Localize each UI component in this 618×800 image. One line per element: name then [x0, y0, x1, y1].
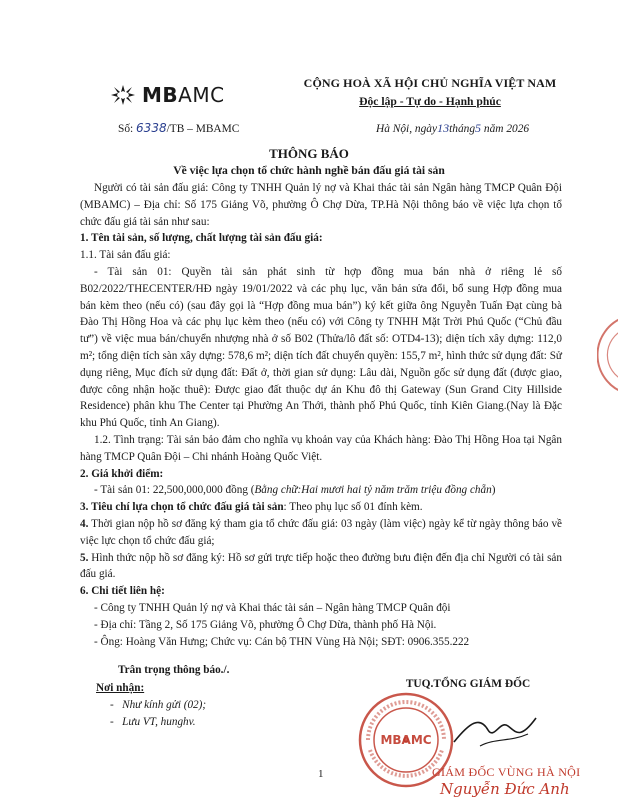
document-subtitle: Về việc lựa chọn tổ chức hành nghề bán đấu giá tài sản	[173, 164, 445, 177]
section-1-2: 1.2. Tình trạng: Tài sản bảo đảm cho nghĩa vụ khoản vay của Khách hàng: Đào Thị Hồng Hoa tại Ngân hàng TMCP Quân Đội – Chi nhánh Hoàng Quốc Việt.	[80, 433, 562, 463]
date-month-label: tháng	[449, 123, 476, 135]
recipients-block	[96, 680, 206, 730]
price-prefix: - Tài sản 01: 22,500,000,000 đồng (	[94, 484, 255, 497]
section-4	[80, 516, 562, 550]
logo-text-light: AMC	[178, 83, 225, 107]
number-handwritten: 6338	[136, 121, 167, 135]
recipient-item: - Như kính gửi (02);	[110, 698, 207, 711]
section-1-1: 1.1. Tài sản đấu giá:	[80, 249, 171, 262]
section-4-text: Thời gian nộp hồ sơ đăng ký tham gia tổ chức đấu giá: 03 ngày (làm việc) ngày kể từ ngày thông báo về việc lực chọn tổ chức đấu giá;	[80, 517, 562, 547]
number-prefix: Số:	[118, 123, 137, 135]
recipient-text: Như kính gửi (02);	[122, 698, 207, 711]
national-slogan: Độc lập - Tự do - Hạnh phúc	[359, 95, 501, 108]
seal-text: MBAMC	[380, 733, 432, 747]
intro-paragraph: Người có tài sản đấu giá: Công ty TNHH Quản lý nợ và Khai thác tài sản Ngân hàng TMCP Quân Đội (MBAMC) – Địa chỉ: Số 175 Giảng Võ, phường Ô Chợ Dừa, TP.Hà Nội thông báo về việc lựa chọn tổ chức đấu giá tài sản như sau:	[80, 182, 562, 228]
edge-seal-icon	[597, 315, 618, 395]
date-place: Hà Nội, ngày	[376, 123, 438, 135]
signer-title: TUQ.TỔNG GIÁM ĐỐC	[405, 678, 531, 690]
section-6-heading: 6. Chi tiết liên hệ:	[80, 585, 165, 598]
contact-line: - Ông: Hoàng Văn Hưng; Chức vụ: Cán bộ THN Vùng Hà Nội; SĐT: 0906.355.222	[94, 635, 470, 648]
document-body	[80, 180, 562, 650]
recipient-item: - Lưu VT, hunghv.	[110, 715, 196, 728]
section-5	[80, 550, 562, 584]
mbamc-logo	[108, 80, 225, 110]
document-header	[0, 74, 618, 114]
document-title: THÔNG BÁO	[269, 146, 349, 161]
asset-description: - Tài sản 01: Quyền tài sản phát sinh từ hợp đồng mua bán nhà ở riêng lẻ số B02/2022/THECENTER/HĐ ngày 19/01/2022 và các phụ lục, văn bản sửa đổi, bổ sung Hợp đồng mua bán kèm theo (nếu có) (sau đây gọi là “Hợp đồng mua bán”) ký kết giữa ông Nguyễn Tuấn Đạt cùng bà Đào Thị Hồng Hoa và các phụ lục kèm theo (nếu có) với Công ty TNHH Mặt Trời Phú Quốc (“Chủ đầu tư”) về việc mua bán/chuyển nhượng nhà ở số B02 (Thửa/lô đất số: OTD4-13); diện tích xây dựng: 112,0 m²; tổng diện tích sàn xây dựng: 578,6 m²; diện tích đất chuyển quyền: 155,7 m², hình thức sử dụng đất: Sử dụng riêng, Mục đích sử dụng đất: Đất ở, thời gian sử dụng: Lâu dài, Nguồn gốc sử dụng đất (được giao, được công nhận hoặc thuê): Được giao đất thuộc dự án Khu đô thị Gateway (Sun Grand City Hillside Residence) phân khu The Center tại Phường An Thới, thành phố Phú Quốc, tỉnh Kiên Giang.(Nay là Đặc khu Phú Quốc, tỉnh An Giang).	[80, 265, 562, 430]
document-date	[376, 119, 529, 138]
logo-text-bold: MB	[142, 83, 179, 107]
contact-line: - Công ty TNHH Quản lý nợ và Khai thác tài sản – Ngân hàng TMCP Quân đội	[94, 601, 451, 614]
date-year: năm 2026	[481, 123, 530, 135]
signer-name: Nguyễn Đức Anh	[440, 780, 570, 798]
section-3-text: : Theo phụ lục số 01 đính kèm.	[283, 501, 423, 514]
contact-line: - Địa chỉ: Tầng 2, Số 175 Giảng Võ, phường Ô Chợ Dừa, thành phố Hà Nội.	[94, 618, 437, 631]
price-words: Bằng chữ:Hai mươi hai tỷ năm trăm triệu đồng chẵn	[254, 484, 492, 497]
section-3-heading: 3. Tiêu chí lựa chọn tổ chức đấu giá tài sản	[80, 501, 284, 514]
page-number: 1	[318, 768, 324, 780]
national-motto	[295, 74, 565, 110]
section-2-heading: 2. Giá khởi điểm:	[80, 467, 164, 480]
closing-line: Trân trọng thông báo./.	[118, 664, 230, 676]
section-4-heading: 4.	[80, 517, 89, 530]
handwritten-signature-icon	[450, 712, 540, 752]
recipients-label: Nơi nhận:	[96, 682, 145, 694]
section-5-text: Hình thức nộp hồ sơ đăng ký: Hồ sơ gửi trực tiếp hoặc theo đường bưu điện đến địa chỉ Người có tài sản đấu giá.	[80, 551, 562, 581]
signer-role: GIÁM ĐỐC VÙNG HÀ NỘI	[432, 765, 581, 779]
star-logo-icon	[108, 83, 138, 107]
recipient-text: Lưu VT, hunghv.	[122, 715, 196, 728]
national-title: CỘNG HOÀ XÃ HỘI CHỦ NGHĨA VIỆT NAM	[303, 76, 557, 90]
document-number	[118, 119, 239, 138]
starting-price	[80, 482, 562, 499]
section-1-heading: 1. Tên tài sản, số lượng, chất lượng tài sản đấu giá:	[80, 232, 323, 245]
section-3	[80, 499, 562, 516]
number-suffix: /TB – MBAMC	[166, 123, 240, 135]
section-5-heading: 5.	[80, 551, 89, 564]
date-day: 13	[437, 121, 450, 135]
price-suffix: )	[491, 484, 496, 497]
date-month: 5	[475, 121, 482, 135]
